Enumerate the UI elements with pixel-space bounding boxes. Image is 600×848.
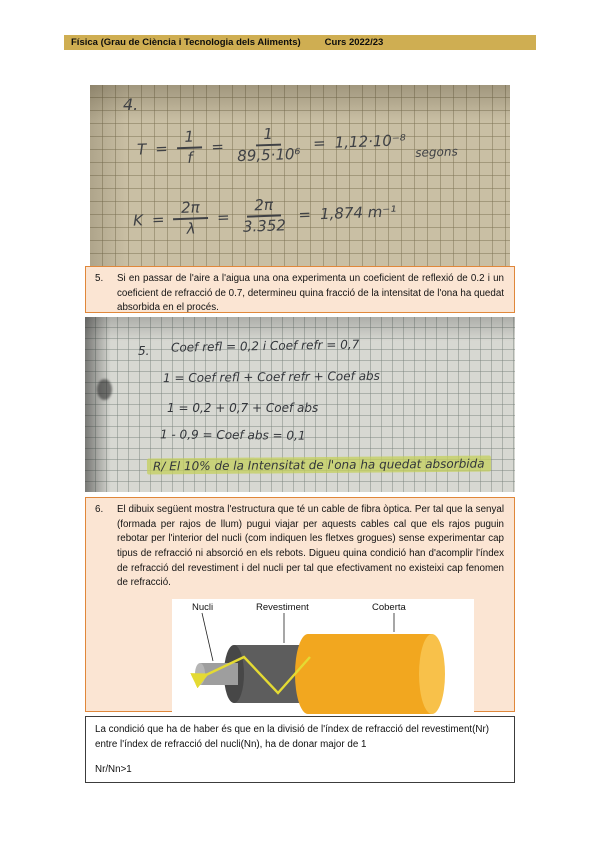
question-5-text: Si en passar de l'aire a l'aigua una ona experimenta un coeficient de reflexió de 0.2 i un coeficient de refracció de 0.7, determineu quina fracció de la intensitat de l'ona ha quedat absorbida en el procés. <box>117 273 504 314</box>
solution-line: 1 - 0,9 = Coef abs = 0,1 <box>159 427 306 443</box>
fraction: $\frac{1}{\text{89,5·10⁶}}$ <box>236 124 301 166</box>
label-nucli: Nucli <box>192 602 214 614</box>
problem-number-5: 5. <box>138 344 150 358</box>
solution-line: Coef refl = 0,2 i Coef refr = 0,7 <box>170 337 360 355</box>
course-term: Curs 2022/23 <box>324 37 384 48</box>
fraction: $\frac{2\pi}{\lambda}$ <box>173 199 209 239</box>
leader-line-nucli <box>202 613 213 661</box>
page-header <box>64 35 536 50</box>
fiber-optic-diagram <box>172 599 474 717</box>
handwritten-solution-photo-5 <box>85 317 515 492</box>
handwritten-solution-photo-4 <box>90 85 510 266</box>
fraction: $\frac{2\pi}{3.352}$ <box>242 195 287 237</box>
problem-number-4: 4. <box>123 95 139 114</box>
nucli-cylinder <box>195 663 238 685</box>
answer-6-conclusion: Nr/Nn>1 <box>95 764 132 776</box>
solution-line: 1 = Coef refl + Coef refr + Coef abs <box>162 368 380 386</box>
answer-6-box <box>85 716 515 783</box>
label-revestiment: Revestiment <box>256 602 309 614</box>
fraction: $\frac{1}{f}$ <box>176 128 203 167</box>
answer-6-text: La condició que ha de haber és que en la divisió de l'índex de refracció del revestiment(Nr) entre l'índex de refracció del nucli(Nn), ha de donar major de 1 <box>95 724 489 750</box>
course-title: Física (Grau de Ciència i Tecnologia dels Aliments) <box>71 37 301 48</box>
formula-wavenumber: K = $\frac{2\pi}{\lambda}$ = $\frac{2\pi}{3.352}$ = 1,874 m⁻¹ <box>132 195 397 238</box>
coberta-cylinder <box>295 634 445 714</box>
punch-hole <box>97 379 112 400</box>
solution-answer-highlighted: R/ El 10% de la Intensitat de l'ona ha quedat absorbida <box>147 456 491 475</box>
question-6-box <box>85 497 515 712</box>
solution-line: 1 = 0,2 + 0,7 + Coef abs <box>167 401 319 415</box>
question-5-number: 5. <box>95 273 104 284</box>
question-5-box <box>85 266 515 313</box>
question-6-text: El dibuix següent mostra l'estructura que té un cable de fibra òptica. Per tal que la senyal (formada per rajos de llum) pugui viajar per aquests cables cal que els rajos puguin rebotar per l'interior del nucli (com indiquen les fletxes grogues) sense experimentar cap tipus de refracció ni absorció en els rebots. Digueu quina condició han d'acomplir l'índex de refracció del revestiment i del nucli per tal que efectivament no existeixi cap fenomen de refracció. <box>117 504 504 589</box>
formula-period: T = $\frac{1}{f}$ = $\frac{1}{\text{89,5·10⁶}}$ = 1,12·10⁻⁸ segons <box>136 124 458 168</box>
fiber-cable-diagram-box <box>172 599 474 717</box>
question-6-number: 6. <box>95 504 104 515</box>
label-coberta: Coberta <box>372 602 406 614</box>
